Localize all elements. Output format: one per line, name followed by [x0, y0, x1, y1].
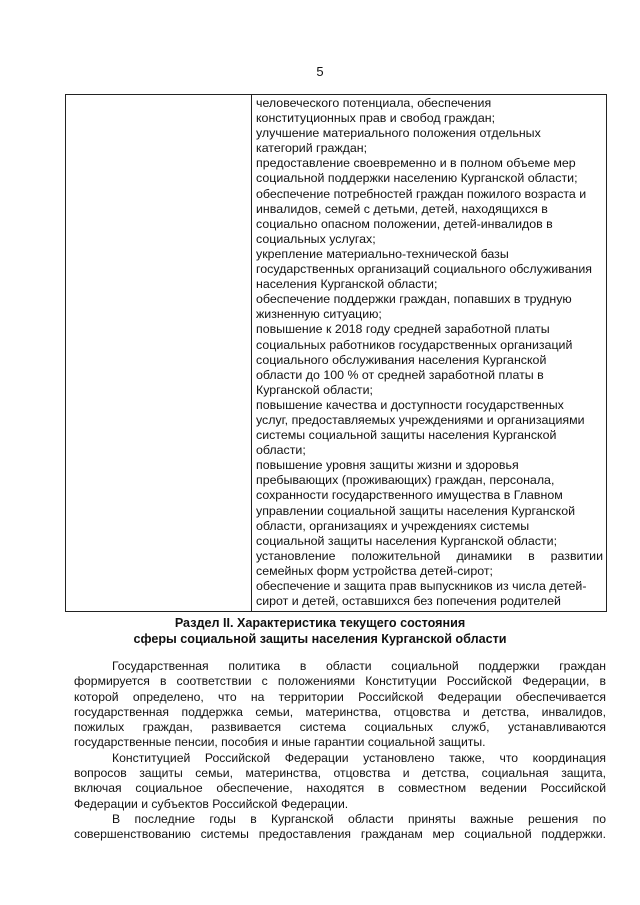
body-line: совершенствованию системы предоставления гражданам мер социальной поддержки.: [74, 827, 606, 842]
table-line: обеспечение потребностей граждан пожилого возраста и: [256, 186, 587, 201]
table-line: социальных работников государственных организаций: [256, 337, 573, 352]
section-heading-line-1: Раздел II. Характеристика текущего состояния: [174, 616, 466, 630]
page-number: 5: [316, 64, 324, 79]
table-line: установление положительной динамики в развитии: [256, 548, 603, 563]
table-line: области, организациях и учреждениях системы: [256, 518, 530, 533]
table-line: социальной поддержки населению Курганской области;: [256, 171, 578, 186]
table-line: семейных форм устройства детей-сирот;: [256, 563, 493, 578]
table-line: сохранности государственного имущества в Главном: [256, 488, 563, 503]
table-line: области до 100 % от средней заработной платы в: [256, 367, 544, 382]
section-body: [74, 659, 606, 843]
table-line: населения Курганской области;: [256, 277, 438, 292]
table-line: социального обслуживания населения Курганской: [256, 352, 547, 367]
table-line: человеческого потенциала, обеспечения: [256, 96, 492, 110]
table-line: государственных организаций социального обслуживания: [256, 262, 592, 277]
table-line: повышение уровня защиты жизни и здоровья: [256, 458, 519, 473]
body-line: Федерации и субъектов Российской Федерации.: [74, 796, 349, 811]
table-row: [66, 95, 607, 612]
body-line: вопросов защиты семьи, материнства, отцовства и детства, социальная защита,: [74, 766, 606, 781]
table-line: инвалидов, семей с детьми, детей, находящихся в: [256, 201, 548, 216]
table-line: обеспечение поддержки граждан, попавших в трудную: [256, 292, 572, 307]
table-cell-empty-label: [66, 95, 252, 612]
body-line: государственные пенсии, пособия и иные гарантии социальной защиты.: [74, 735, 486, 750]
table-line: социальных услугах;: [256, 231, 376, 246]
table-line: конституционных прав и свобод граждан;: [256, 111, 496, 126]
body-line: пожилых граждан, развивается система социальных служб, устанавливаются: [74, 720, 606, 735]
table-line: сирот и детей, оставшихся без попечения родителей: [256, 594, 561, 609]
table-line: пребывающих (проживающих) граждан, персонала,: [256, 473, 555, 488]
table-line: обеспечение и защита прав выпускников из числа детей-: [256, 579, 587, 593]
table-line: управлении социальной защиты населения Курганской: [256, 503, 576, 518]
table-line: услуг, предоставляемых учреждениями и организациями: [256, 412, 585, 427]
body-line: которой определено, что на территории Российской Федерации обеспечивается: [74, 689, 606, 704]
table-line: социально опасном положении, детей-инвалидов в: [256, 216, 553, 231]
table-line: повышение качества и доступности государственных: [256, 397, 564, 412]
table-line: повышение к 2018 году средней заработной платы: [256, 322, 550, 337]
table-line: социальной защиты населения Курганской области;: [256, 533, 558, 548]
body-line: формируется в соответствии с положениями Конституции Российской Федерации, в: [74, 674, 606, 689]
body-line: государственная поддержка семьи, материнства, отцовства и детства, инвалидов,: [74, 704, 606, 719]
section-heading: [0, 615, 640, 647]
table-line: укрепление материально-технической базы: [256, 246, 509, 261]
program-passport-table-continuation: [65, 94, 607, 612]
table-line: предоставление своевременно и в полном объеме мер: [256, 156, 576, 171]
section-heading-line-2: сферы социальной защиты населения Курганской области: [133, 632, 507, 646]
table-cell-goals: [252, 95, 607, 612]
table-line: улучшение материального положения отдельных: [256, 126, 541, 141]
table-line: системы социальной защиты населения Курганской: [256, 428, 557, 443]
table-line: жизненную ситуацию;: [256, 307, 382, 322]
body-line: В последние годы в Курганской области приняты важные решения по: [112, 811, 606, 826]
body-line: включая социальное обеспечение, находятся в совместном ведении Российской: [74, 781, 606, 796]
table-line: области;: [256, 443, 306, 458]
body-line: Конституцией Российской Федерации установлено также, что координация: [112, 750, 606, 765]
body-line: Государственная политика в области социальной поддержки граждан: [112, 659, 606, 673]
table-line: Курганской области;: [256, 382, 373, 397]
table-line: категорий граждан;: [256, 141, 368, 156]
